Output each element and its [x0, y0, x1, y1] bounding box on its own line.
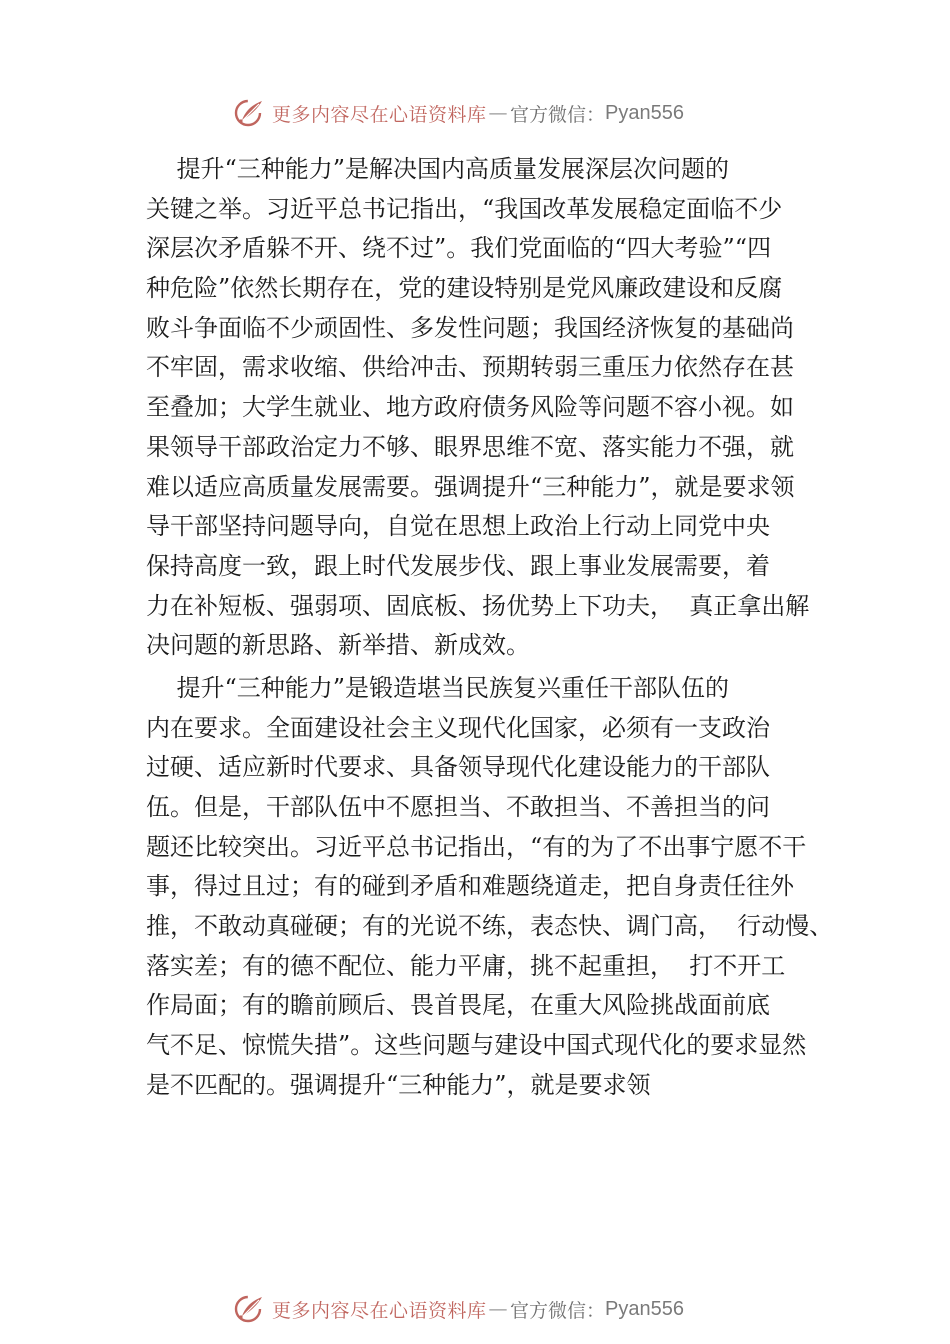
- text-line: 力在补短板、强弱项、固底板、扬优势上下功夫， 真正拿出解: [146, 591, 810, 620]
- text-line: 气不足、惊慌失措”。这些问题与建设中国式现代化的要求显然: [146, 1031, 807, 1060]
- text-line: 落实差；有的德不配位、能力平庸，挑不起重担， 打不开工: [146, 951, 786, 980]
- text-line: 题还比较突出。习近平总书记指出，“有的为了不出事宁愿不干: [146, 832, 807, 861]
- banner-wechat-label: 官方微信：: [510, 1299, 606, 1322]
- text-line: 推，不敢动真碰硬；有的光说不练，表态快、调门高， 行动慢、: [146, 912, 834, 941]
- text-line: 决问题的新思路、新举措、新成效。: [146, 631, 530, 660]
- text-line: 是不匹配的。强调提升“三种能力”，就是要求领: [146, 1070, 651, 1099]
- paragraph-1: [146, 150, 836, 666]
- leaf-pen-logo-icon: [232, 1292, 266, 1326]
- leaf-pen-logo-icon: [232, 96, 266, 130]
- footer-banner: [232, 1292, 684, 1326]
- paragraph-2: [146, 669, 836, 1106]
- text-line: 作局面；有的瞻前顾后、畏首畏尾，在重大风险挑战面前底: [146, 991, 770, 1020]
- text-line: 果领导干部政治定力不够、眼界思维不宽、落实能力不强，就: [146, 432, 794, 461]
- text-line: 保持高度一致，跟上时代发展步伐、跟上事业发展需要，着: [146, 551, 770, 580]
- text-line: 提升“三种能力”是解决国内高质量发展深层次问题的: [146, 155, 730, 183]
- document-body: [146, 150, 836, 1106]
- banner-wechat-id: Pyan556: [605, 1297, 684, 1320]
- banner-wechat-label: 官方微信：: [510, 103, 606, 126]
- text-line: 关键之举。习近平总书记指出，“我国改革发展稳定面临不少: [146, 194, 783, 223]
- header-banner: [232, 96, 684, 130]
- text-line: 内在要求。全面建设社会主义现代化国家，必须有一支政治: [146, 713, 770, 742]
- banner-separator: —: [488, 102, 509, 124]
- text-line: 提升“三种能力”是锻造堪当民族复兴重任干部队伍的: [146, 673, 730, 702]
- banner-wechat-id: Pyan556: [605, 101, 684, 124]
- banner-separator: —: [488, 1298, 509, 1320]
- text-line: 难以适应高质量发展需要。强调提升“三种能力”，就是要求领: [146, 472, 795, 501]
- text-line: 导干部坚持问题导向，自觉在思想上政治上行动上同党中央: [146, 512, 770, 541]
- text-line: 事，得过且过；有的碰到矛盾和难题绕道走，把自身责任往外: [146, 872, 794, 901]
- text-line: 至叠加；大学生就业、地方政府债务风险等问题不容小视。如: [146, 393, 794, 422]
- text-line: 过硬、适应新时代要求、具备领导现代化建设能力的干部队: [146, 753, 770, 782]
- text-line: 深层次矛盾躲不开、绕不过”。我们党面临的“四大考验”“四: [146, 234, 772, 263]
- banner-text: 更多内容尽在心语资料库: [272, 103, 487, 126]
- banner-text: 更多内容尽在心语资料库: [272, 1299, 487, 1322]
- text-line: 种危险”依然长期存在，党的建设特别是党风廉政建设和反腐: [146, 274, 783, 303]
- text-line: 败斗争面临不少顽固性、多发性问题；我国经济恢复的基础尚: [146, 313, 794, 342]
- text-line: 不牢固，需求收缩、供给冲击、预期转弱三重压力依然存在甚: [146, 353, 794, 382]
- text-line: 伍。但是，干部队伍中不愿担当、不敢担当、不善担当的问: [146, 793, 770, 821]
